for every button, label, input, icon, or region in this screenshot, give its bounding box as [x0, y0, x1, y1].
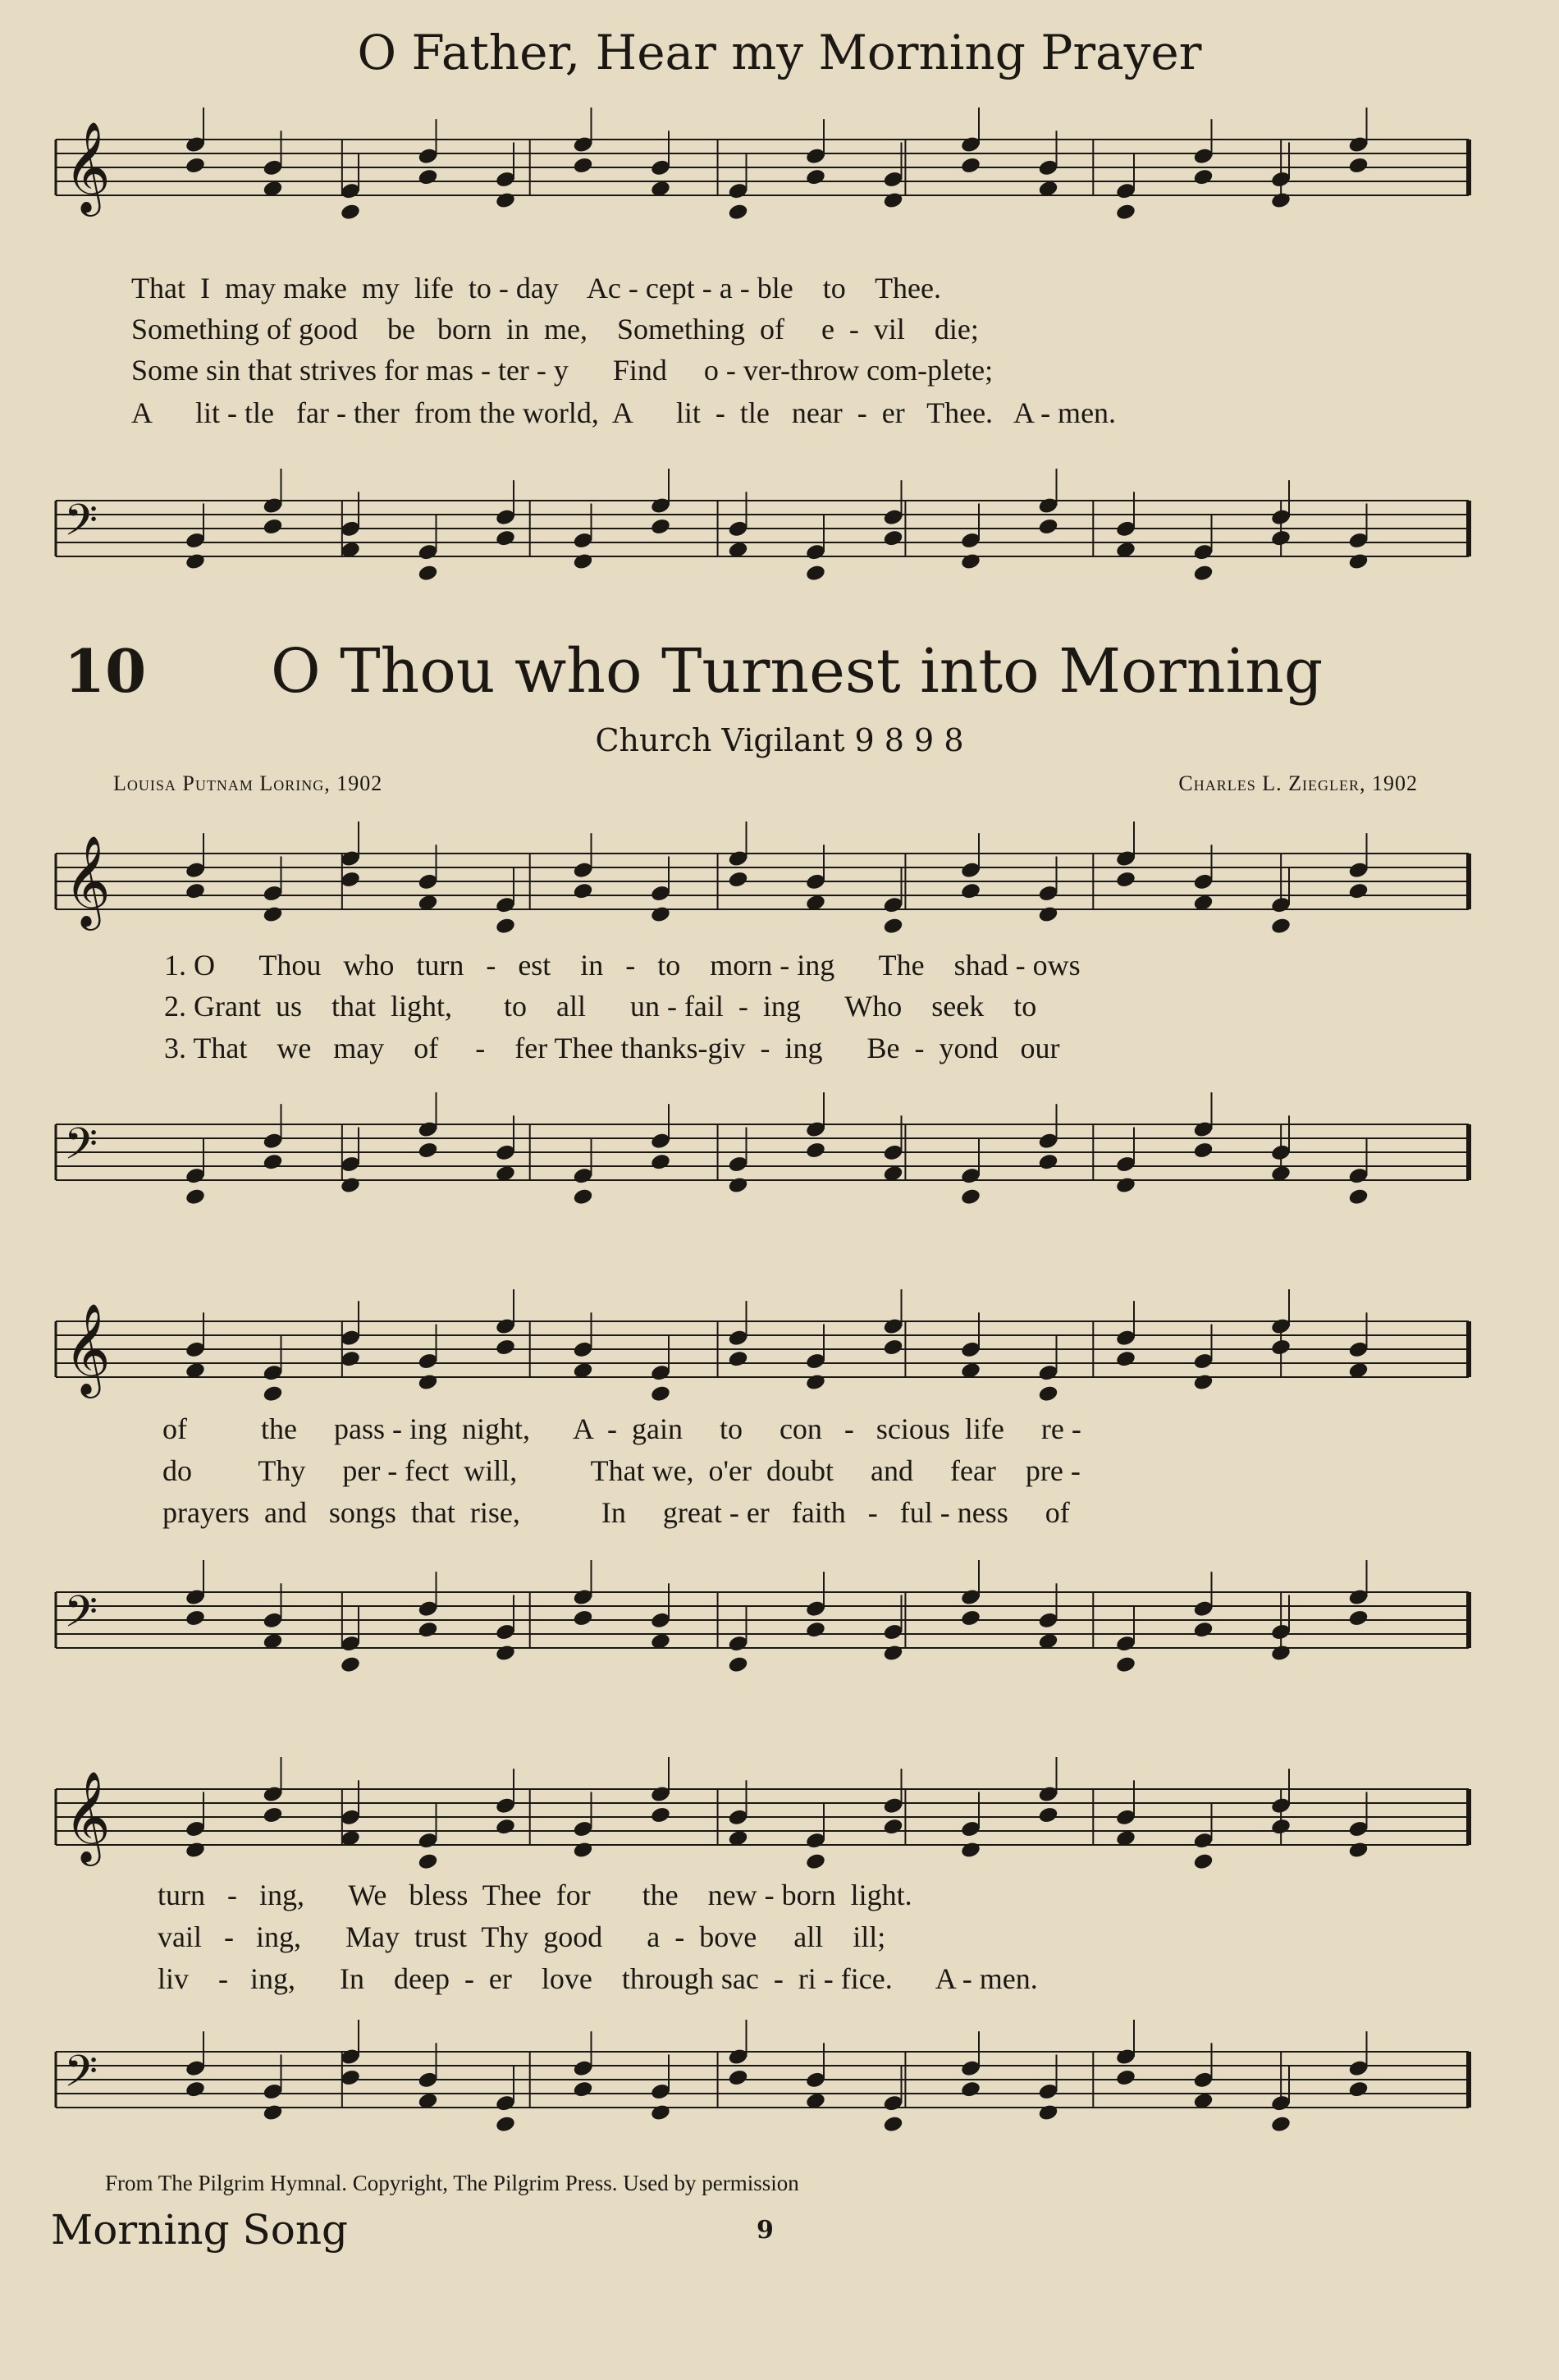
note-head: [340, 1655, 361, 1674]
note-head: [960, 2080, 981, 2099]
hymn10-s2-verse-2: do Thy per - fect will, That we, o'er doubt and fear pre -: [162, 1454, 1081, 1487]
note-head: [1347, 1609, 1369, 1627]
note-head: [1115, 203, 1136, 222]
treble-clef-icon: 𝄞: [64, 835, 111, 927]
note-head: [185, 552, 206, 571]
note-head: [1347, 156, 1369, 175]
note-head: [495, 2115, 516, 2134]
note-head: [1347, 1841, 1369, 1860]
note-head: [960, 1188, 981, 1206]
hymn10-system3-bass: [0, 2011, 1559, 2142]
note-head: [727, 203, 748, 222]
hymn10-system1-treble: [0, 812, 1559, 944]
hymn-title: O Thou who Turnest into Morning: [271, 636, 1324, 707]
note-head: [1192, 1620, 1214, 1639]
note-head: [262, 1806, 283, 1824]
note-head: [262, 1152, 283, 1171]
hymn10-system2-bass: [0, 1551, 1559, 1682]
note-head: [1037, 1385, 1058, 1403]
hymn9-verse-2: Something of good be born in me, Something of e - vil die;: [131, 313, 979, 346]
note-head: [185, 1609, 206, 1627]
tune-name: Church Vigilant 9 8 9 8: [595, 722, 964, 758]
note-head: [495, 529, 516, 547]
note-head: [727, 1655, 748, 1674]
note-head: [650, 2103, 671, 2122]
note-head: [1270, 529, 1292, 547]
note-head: [185, 1188, 206, 1206]
note-head: [1270, 917, 1292, 936]
note-head: [1037, 1152, 1058, 1171]
note-head: [727, 1176, 748, 1195]
note-head: [960, 1609, 981, 1627]
note-head: [417, 1141, 438, 1160]
note-head: [1037, 1806, 1058, 1824]
note-head: [417, 1852, 438, 1871]
note-head: [1192, 1852, 1214, 1871]
hymn9-verse-1: That I may make my life to - day Ac - cept - a - ble to Thee.: [131, 272, 942, 304]
note-head: [1270, 1338, 1292, 1357]
note-head: [262, 905, 283, 924]
note-head: [882, 917, 903, 936]
note-head: [262, 2103, 283, 2122]
note-head: [1192, 1141, 1214, 1160]
note-head: [805, 1141, 826, 1160]
note-head: [572, 552, 593, 571]
note-head: [340, 203, 361, 222]
hymn9-bass-staff: [0, 460, 1559, 607]
hymn10-s1-verse-2: 2. Grant us that light, to all un - fail - ing Who seek to: [164, 990, 1037, 1023]
note-head: [882, 2115, 903, 2134]
bass-clef-icon: 𝄢: [64, 496, 98, 556]
hymn10-system2-treble: [0, 1280, 1559, 1412]
note-head: [262, 517, 283, 536]
note-head: [882, 529, 903, 547]
hymn10-s3-verse-1: turn - ing, We bless Thee for the new - born light.: [158, 1879, 912, 1911]
note-head: [805, 1852, 826, 1871]
note-head: [727, 2068, 748, 2087]
note-head: [805, 564, 826, 583]
note-head: [960, 1841, 981, 1860]
hymn10-s2-verse-3: prayers and songs that rise, In great - er faith - ful - ness of: [162, 1496, 1070, 1529]
note-head: [417, 564, 438, 583]
bass-clef-icon: 𝄢: [64, 2047, 98, 2108]
note-head: [572, 156, 593, 175]
note-head: [727, 1349, 748, 1368]
note-head: [1115, 1349, 1136, 1368]
note-head: [1115, 1176, 1136, 1195]
note-head: [882, 1817, 903, 1836]
note-head: [417, 167, 438, 186]
note-head: [1347, 552, 1369, 571]
note-head: [1270, 2115, 1292, 2134]
note-head: [495, 191, 516, 210]
hymn10-s3-verse-3: liv - ing, In deep - er love through sac - ri - fice. A - men.: [158, 1962, 1038, 1995]
treble-clef-icon: 𝄞: [64, 1302, 111, 1394]
note-head: [495, 1338, 516, 1357]
note-head: [960, 552, 981, 571]
note-head: [650, 1152, 671, 1171]
note-head: [1347, 2080, 1369, 2099]
hymn-title: O Father, Hear my Morning Prayer: [357, 25, 1202, 80]
note-head: [1192, 564, 1214, 583]
note-head: [650, 905, 671, 924]
note-head: [960, 156, 981, 175]
note-head: [572, 1609, 593, 1627]
bass-clef-icon: 𝄢: [64, 1119, 98, 1180]
note-head: [882, 1338, 903, 1357]
section-title: Morning Song: [51, 2206, 349, 2254]
note-head: [185, 881, 206, 900]
note-head: [805, 1620, 826, 1639]
note-head: [1115, 870, 1136, 889]
note-head: [185, 2080, 206, 2099]
note-head: [572, 1841, 593, 1860]
note-head: [495, 1644, 516, 1663]
note-head: [1192, 1373, 1214, 1392]
note-head: [1192, 167, 1214, 186]
note-head: [1037, 2103, 1058, 2122]
hymn9-verse-3: Some sin that strives for mas - ter - y Find o - ver-throw com-plete;: [131, 354, 994, 387]
note-head: [650, 1385, 671, 1403]
hymn10-s1-verse-3: 3. That we may of - fer Thee thanks-giv - ing Be - yond our: [164, 1032, 1060, 1064]
note-head: [1037, 517, 1058, 536]
note-head: [417, 1373, 438, 1392]
note-head: [572, 881, 593, 900]
hymn10-s2-verse-1: of the pass - ing night, A - gain to con - scious life re -: [162, 1412, 1081, 1445]
note-head: [960, 881, 981, 900]
hymn10-s1-verse-1: 1. O Thou who turn - est in - to morn - ing The shad - ows: [164, 949, 1081, 982]
note-head: [1270, 1817, 1292, 1836]
note-head: [1115, 2068, 1136, 2087]
treble-clef-icon: 𝄞: [64, 121, 111, 213]
note-head: [417, 1620, 438, 1639]
note-head: [185, 156, 206, 175]
author-credit: Louisa Putnam Loring, 1902: [113, 771, 383, 795]
note-head: [805, 1373, 826, 1392]
note-head: [1347, 881, 1369, 900]
composer-credit: Charles L. Ziegler, 1902: [1178, 771, 1418, 795]
note-head: [1115, 1655, 1136, 1674]
treble-clef-icon: 𝄞: [64, 1770, 111, 1862]
note-head: [1270, 1644, 1292, 1663]
note-head: [185, 1841, 206, 1860]
note-head: [650, 1806, 671, 1824]
note-head: [805, 167, 826, 186]
note-head: [495, 917, 516, 936]
hymn9-treble-staff: [0, 98, 1559, 246]
hymn-number: 10: [64, 636, 147, 706]
note-head: [262, 1385, 283, 1403]
note-head: [727, 870, 748, 889]
hymn10-system3-treble: [0, 1748, 1559, 1879]
note-head: [1270, 191, 1292, 210]
copyright-notice: From The Pilgrim Hymnal. Copyright, The Pilgrim Press. Used by permission: [105, 2171, 799, 2195]
note-head: [495, 1817, 516, 1836]
note-head: [1347, 1188, 1369, 1206]
hymn10-s3-verse-2: vail - ing, May trust Thy good a - bove all ill;: [158, 1920, 886, 1953]
note-head: [882, 1644, 903, 1663]
hymn9-verse-4: A lit - tle far - ther from the world, A lit - tle near - er Thee. A - men.: [131, 396, 1117, 429]
note-head: [1037, 905, 1058, 924]
note-head: [882, 191, 903, 210]
hymn10-system1-bass: [0, 1083, 1559, 1215]
page-number: 9: [757, 2216, 774, 2245]
note-head: [572, 2080, 593, 2099]
bass-clef-icon: 𝄢: [64, 1587, 98, 1648]
note-head: [650, 517, 671, 536]
note-head: [572, 1188, 593, 1206]
